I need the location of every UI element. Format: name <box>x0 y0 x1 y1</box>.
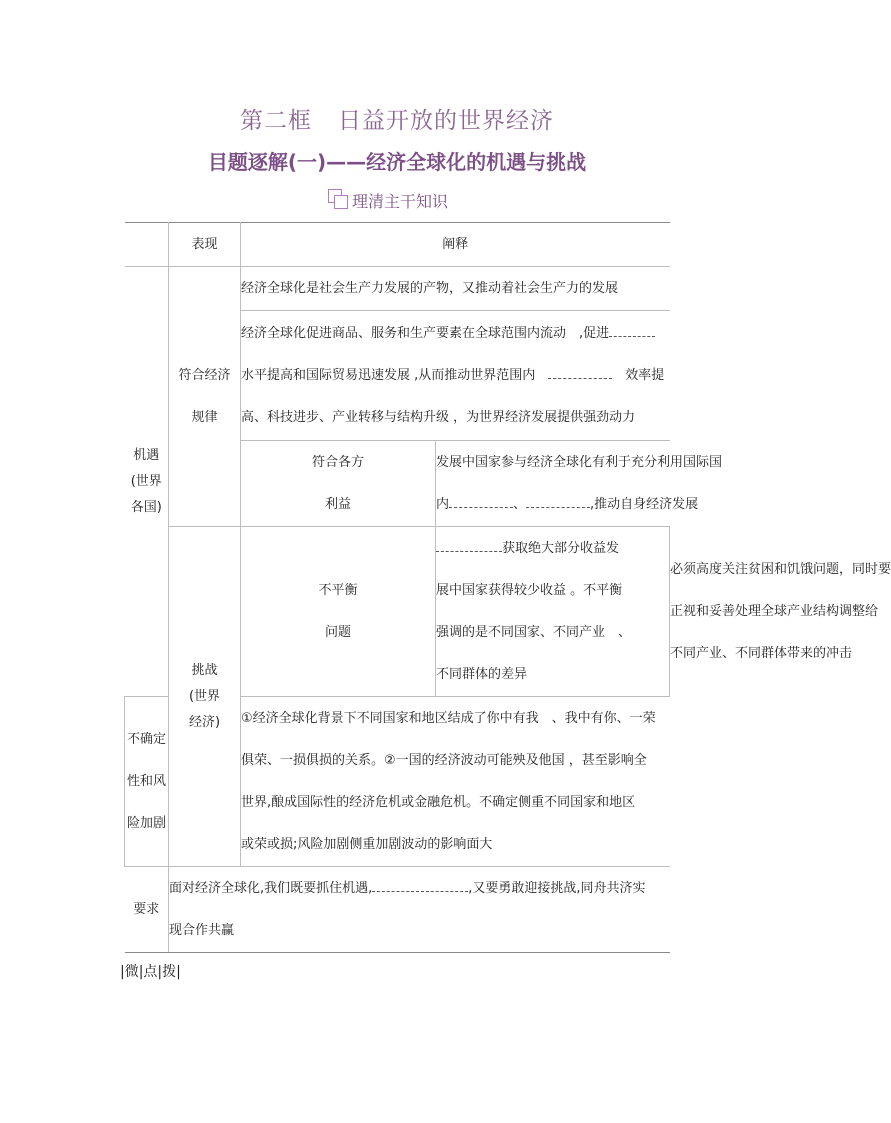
fill-blank[interactable] <box>609 322 655 337</box>
label-uncertainty-risk: 不确定 性和风 险加剧 <box>125 697 169 867</box>
section-heading <box>328 188 448 212</box>
knowledge-table <box>124 222 891 953</box>
label-imbalance: 不平衡 问题 <box>241 527 436 697</box>
imbalance-explanation: 获取绝大部分收益发 展中国家获得较少收益 。不平衡 强调的是不同国家、不同产业 、 不同群体的差异 <box>436 527 670 697</box>
page-subtitle: 目题逐解(一)——经济全球化的机遇与挑战 <box>207 150 587 174</box>
title-topic: 日益开放的世界经济 <box>338 108 554 134</box>
header-performance: 表现 <box>169 223 241 267</box>
table-row <box>125 867 670 953</box>
fill-blank[interactable] <box>372 877 468 892</box>
overlapping-squares-icon <box>328 189 350 211</box>
interest-explanation: 发展中国家参与经济全球化有利于充分利用国际国 内 、 ,推动自身经济发展 <box>436 441 670 527</box>
page-title <box>0 102 794 135</box>
title-lesson: 第二框 <box>240 108 312 134</box>
tip-label: |微|点|拨| <box>120 964 181 980</box>
label-mutual-interest: 符合各方 利益 <box>241 441 436 527</box>
risk-explanation: ①经济全球化背景下不同国家和地区结成了你中有我 、我中有你、一荣 俱荣、一损俱损的关系。②一国的经济波动可能殃及他国 ，甚至影响全 世界,酿成国际性的经济危机或金融危机。不确定侧重不同国家和地区 或荣或损;风险加剧侧重加剧波动的影响面大 <box>241 697 670 867</box>
rule-line-1: 经济全球化是社会生产力发展的产物，又推动着社会生产力的发展 <box>241 267 670 311</box>
header-explanation: 阐释 <box>241 223 670 267</box>
table-header-row <box>125 223 670 267</box>
label-requirement: 要求 <box>125 867 169 953</box>
category-opportunity: 机遇 (世界 各国) <box>125 267 169 697</box>
fill-blank[interactable] <box>526 493 590 508</box>
table-row <box>125 267 670 311</box>
requirement-explanation: 面对经济全球化,我们既要抓住机遇, ,又要勇敢迎接挑战,同舟共济实 现合作共赢 <box>169 867 670 953</box>
fill-blank[interactable] <box>449 493 513 508</box>
fill-blank[interactable] <box>436 537 502 552</box>
label-economic-rule: 符合经济 规律 <box>169 267 241 527</box>
table-row: 挑战 (世界 经济) 不平衡 问题 获取绝大部分收益发 展中国家获得较少收益 。不平衡 强调的是不同国家、不同产业 、 不同群体的差异 必须高度关注贫困和饥饿问题，同时要 正视和妥善处理全球产业结构调整给 不同产业、不同群体带来的冲击 <box>125 527 670 697</box>
section-heading-label: 理清主干知识 <box>352 191 449 211</box>
rule-explanation: 经济全球化促进商品、服务和生产要素在全球范围内流动 ,促进 水平提高和国际贸易迅速发展 ,从而推动世界范围内 效率提 高、科技进步、产业转移与结构升级 ，为世界经济发展提供强劲动力 <box>241 311 670 441</box>
fill-blank[interactable] <box>548 364 612 379</box>
category-challenge: 挑战 (世界 经济) <box>169 527 241 867</box>
